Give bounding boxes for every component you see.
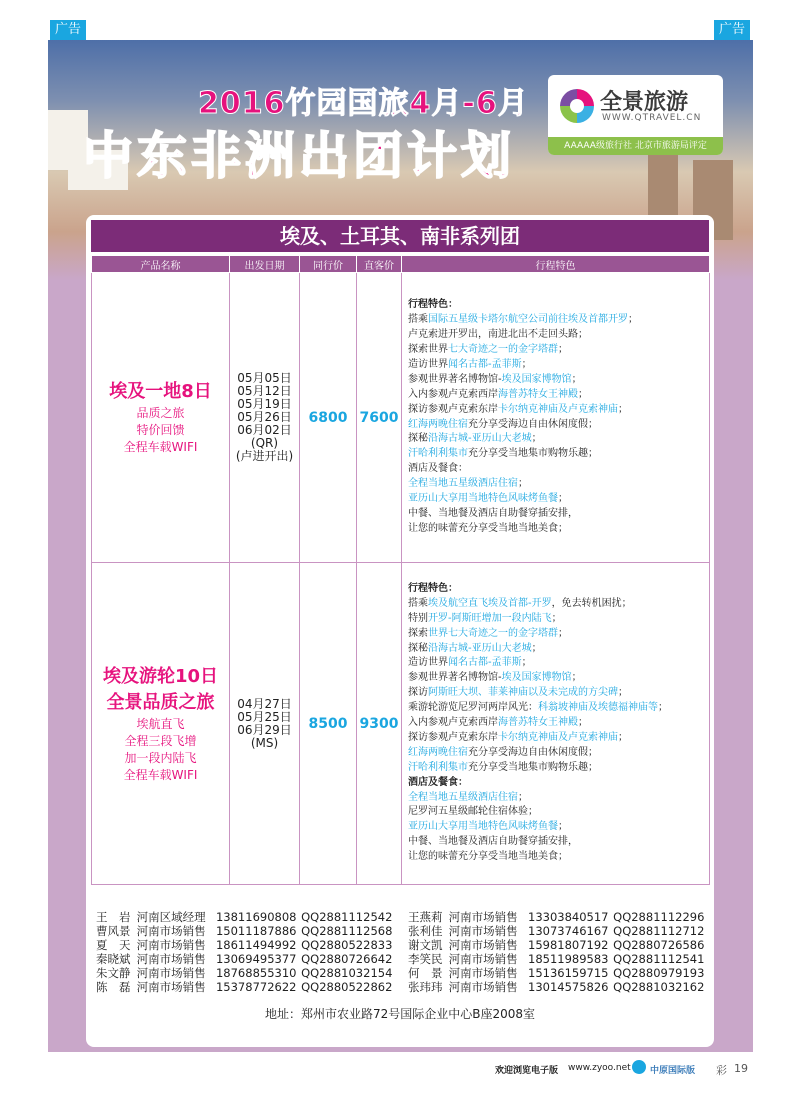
contact-field: 15981807192 bbox=[528, 938, 609, 952]
contact-field: 王 岩 bbox=[96, 910, 131, 924]
contact-field: 18611494992 bbox=[215, 938, 297, 952]
contact-field: 夏 天 bbox=[96, 938, 131, 952]
feature-text: 沿海古城-亚历山大老城 bbox=[428, 642, 532, 654]
date-item: 04月27日 bbox=[237, 696, 292, 711]
contact-field: 河南区域经理 bbox=[136, 910, 206, 924]
contact-field: 15136159715 bbox=[528, 966, 609, 980]
contact-row bbox=[96, 910, 706, 924]
contact-field: 河南市场销售 bbox=[448, 938, 518, 952]
table-row bbox=[92, 563, 710, 885]
feature-text: 埃及国家博物馆 bbox=[501, 672, 572, 684]
footer-welcome: 欢迎浏览电子版 bbox=[495, 1066, 559, 1076]
contact-row bbox=[96, 966, 706, 980]
contact-field: 河南市场销售 bbox=[136, 980, 206, 994]
feature-text: 海普苏特女王神殿 bbox=[498, 388, 578, 400]
feature-text: 让您的味蕾充分享受当地当地美食； bbox=[408, 522, 568, 534]
contact-field: QQ2880522862 bbox=[301, 980, 393, 994]
feature-text: 探秘 bbox=[408, 642, 428, 654]
contact-field: 13303840517 bbox=[528, 910, 609, 924]
product-table bbox=[91, 255, 710, 885]
feature-text: 红海两晚住宿 bbox=[408, 418, 468, 430]
feature-text: 埃及航空直飞埃及首都-开罗 bbox=[428, 597, 552, 609]
table-row bbox=[92, 273, 710, 563]
contact-row bbox=[96, 952, 706, 966]
feature-text: 行程特色： bbox=[408, 582, 458, 594]
contact-field: 18511989583 bbox=[528, 952, 609, 966]
feature-text: 科翁坡神庙及埃德福神庙等 bbox=[538, 702, 658, 714]
product-name-cell bbox=[92, 273, 230, 563]
product-name: 埃及游轮10日 bbox=[102, 665, 219, 687]
direct-price: 7600 bbox=[357, 273, 402, 563]
address: 地址：郑州市农业路72号国际企业中心B座2008室 bbox=[264, 1007, 536, 1021]
contact-field: 河南市场销售 bbox=[136, 966, 206, 980]
contact-field: 河南市场销售 bbox=[448, 952, 518, 966]
date-item: 05月19日 bbox=[237, 397, 292, 411]
ad-label-right: 广告 bbox=[714, 20, 750, 40]
feature-text: 国际五星级卡塔尔航空公司前往埃及首都开罗 bbox=[428, 314, 628, 326]
feature-text: ； bbox=[628, 314, 638, 326]
logo-rank: AAAAA级旅行社 北京市旅游局评定 bbox=[548, 137, 723, 155]
feature-text: 全程当地五星级酒店住宿 bbox=[408, 791, 518, 803]
title-main: 中东非洲出团计划 bbox=[83, 127, 515, 185]
contact-field: 谢文凯 bbox=[408, 938, 443, 952]
date-item: (MS) bbox=[250, 735, 279, 750]
contact-field: 13073746167 bbox=[528, 924, 609, 938]
feature-text: ； bbox=[558, 343, 568, 355]
agency-logo bbox=[548, 75, 723, 155]
feature-text: 充分享受当地集市购物乐趣； bbox=[468, 761, 598, 773]
feature-text: 探索 bbox=[408, 627, 428, 639]
feature-text: 亚历山大享用当地特色风味烤鱼餐 bbox=[408, 493, 558, 505]
feature-text: 特别 bbox=[408, 612, 428, 624]
feature-text: 入内参观卢克索西岸 bbox=[408, 717, 498, 729]
feature-text: 探秘 bbox=[408, 433, 428, 445]
logo-url: WWW.QTRAVEL.CN bbox=[602, 113, 702, 123]
contact-field: 河南市场销售 bbox=[136, 952, 206, 966]
contact-field: 河南市场销售 bbox=[136, 924, 206, 938]
contact-field: 河南市场销售 bbox=[136, 938, 206, 952]
feature-text: 开罗-阿斯旺增加一段内陆飞 bbox=[428, 612, 552, 624]
product-sub: 特价回馈 bbox=[136, 423, 185, 437]
feature-text: 行程特色： bbox=[408, 299, 458, 311]
contacts-list bbox=[96, 910, 706, 994]
date-item: 05月26日 bbox=[237, 410, 292, 424]
feature-text: 红海两晚住宿 bbox=[408, 746, 468, 758]
date-item: (卢进开出) bbox=[235, 449, 294, 463]
feature-text: ； bbox=[521, 358, 532, 370]
feature-text: 中餐、当地餐及酒店自助餐穿插安排， bbox=[408, 507, 578, 519]
contact-field: QQ2881112542 bbox=[301, 910, 393, 924]
col-peer-price: 同行价 bbox=[300, 256, 357, 273]
feature-text: ； bbox=[571, 373, 582, 385]
contact-field: 朱文静 bbox=[96, 966, 131, 980]
product-sub: 全程车载WIFI bbox=[123, 767, 198, 782]
feature-text: ，免去转机困扰； bbox=[551, 597, 632, 609]
feature-text: 尼罗河五星级邮轮住宿体验； bbox=[408, 806, 538, 818]
feature-text: 参观世界著名博物馆- bbox=[408, 373, 502, 385]
features-cell bbox=[402, 563, 710, 885]
feature-text: 充分享受海边自由休闲度假； bbox=[468, 418, 598, 430]
feature-text: 探访参观卢克索东岸 bbox=[408, 731, 498, 743]
feature-text: 七大奇迹之一的金字塔群 bbox=[448, 343, 558, 355]
title-top: 2016竹园国旅4月-6月 bbox=[198, 86, 529, 121]
feature-text: ； bbox=[558, 493, 568, 505]
feature-text: ； bbox=[521, 657, 532, 669]
contact-field: QQ2881032154 bbox=[301, 966, 393, 980]
feature-text: 全程当地五星级酒店住宿 bbox=[408, 478, 518, 490]
footer-url[interactable]: www.zyoo.net bbox=[568, 1063, 631, 1073]
feature-text: ； bbox=[558, 627, 568, 639]
contact-field: 曹风景 bbox=[96, 924, 131, 938]
feature-text: ； bbox=[578, 717, 588, 729]
feature-text: 探索世界 bbox=[408, 343, 448, 355]
departure-dates bbox=[230, 563, 300, 885]
logo-name: 全景旅游 bbox=[600, 90, 689, 115]
content-panel bbox=[86, 215, 714, 1047]
feature-text: ； bbox=[531, 433, 542, 445]
product-sub: 埃航直飞 bbox=[136, 716, 185, 731]
footer-edition: 中原国际版 bbox=[650, 1066, 696, 1076]
peer-price: 8500 bbox=[300, 563, 357, 885]
contact-field: QQ2881112568 bbox=[301, 924, 393, 938]
feature-text: 酒店及餐食： bbox=[408, 776, 468, 788]
contact-field: QQ2880726642 bbox=[301, 952, 393, 966]
feature-text: ； bbox=[618, 731, 628, 743]
feature-text: ； bbox=[558, 821, 568, 833]
contact-field: 陈 磊 bbox=[96, 980, 131, 994]
product-sub: 加一段内陆飞 bbox=[124, 750, 197, 765]
contact-field: 河南市场销售 bbox=[448, 910, 518, 924]
edition-logo-icon bbox=[632, 1060, 646, 1074]
feature-text: ； bbox=[658, 702, 668, 714]
feature-text: 参观世界著名博物馆- bbox=[408, 672, 502, 684]
contact-field: 张利佳 bbox=[408, 924, 443, 938]
feature-text: 探访参观卢克索东岸 bbox=[408, 403, 498, 415]
contact-field: 13811690808 bbox=[215, 910, 297, 924]
departure-dates bbox=[230, 273, 300, 563]
feature-text: 闻名古都-孟菲斯 bbox=[448, 657, 522, 669]
feature-text: 让您的味蕾充分享受当地当地美食； bbox=[408, 851, 568, 863]
logo-icon bbox=[560, 89, 594, 123]
feature-text: 中餐、当地餐及酒店自助餐穿插安排， bbox=[408, 836, 578, 848]
feature-text: 海普苏特女王神殿 bbox=[498, 717, 578, 729]
feature-text: ； bbox=[618, 687, 628, 699]
contact-field: 李笑民 bbox=[408, 952, 443, 966]
feature-text: 卡尔纳克神庙及卢克索神庙 bbox=[498, 403, 618, 415]
feature-text: ； bbox=[518, 478, 528, 490]
peer-price: 6800 bbox=[300, 273, 357, 563]
feature-text: ； bbox=[531, 642, 542, 654]
feature-text: 沿海古城-亚历山大老城 bbox=[428, 433, 532, 445]
date-item: 05月05日 bbox=[237, 371, 292, 385]
feature-text: 搭乘 bbox=[408, 314, 428, 326]
feature-text: ； bbox=[571, 672, 582, 684]
footer-color: 彩 bbox=[716, 1064, 727, 1077]
contact-field: QQ2881032162 bbox=[613, 980, 705, 994]
feature-text: 搭乘 bbox=[408, 597, 428, 609]
feature-text: 卢克索进开罗出，南进北出不走回头路； bbox=[408, 329, 588, 341]
series-title: 埃及、土耳其、南非系列团 bbox=[91, 220, 709, 252]
contact-field: 河南市场销售 bbox=[448, 966, 518, 980]
contact-field: QQ2881112296 bbox=[613, 910, 705, 924]
feature-text: 闻名古都-孟菲斯 bbox=[448, 358, 522, 370]
contact-field: 河南市场销售 bbox=[448, 980, 518, 994]
contact-field: QQ2881112541 bbox=[613, 952, 705, 966]
contact-field: 15378772622 bbox=[215, 980, 297, 994]
table-header-row bbox=[92, 256, 710, 273]
feature-text: 亚历山大享用当地特色风味烤鱼餐 bbox=[408, 821, 558, 833]
feature-text: 世界七大奇迹之一的金字塔群 bbox=[428, 627, 558, 639]
advert-frame bbox=[48, 40, 753, 1052]
feature-text: 造访世界 bbox=[408, 657, 448, 669]
feature-text: 阿斯旺大坝、菲莱神庙以及未完成的方尖碑 bbox=[428, 687, 618, 699]
feature-text: 汗哈利利集市 bbox=[408, 448, 468, 460]
product-name-2: 全景品质之旅 bbox=[106, 691, 215, 713]
feature-text: ； bbox=[578, 388, 588, 400]
features-cell bbox=[402, 273, 710, 563]
date-item: 06月29日 bbox=[237, 722, 292, 737]
contact-field: 13069495377 bbox=[215, 952, 297, 966]
product-sub: 品质之旅 bbox=[136, 406, 185, 420]
contact-field: QQ2880979193 bbox=[613, 966, 705, 980]
feature-text: 卡尔纳克神庙及卢克索神庙 bbox=[498, 731, 618, 743]
date-item: (QR) bbox=[250, 436, 279, 450]
feature-text: 充分享受海边自由休闲度假； bbox=[468, 746, 598, 758]
feature-text: ； bbox=[518, 791, 528, 803]
feature-text: 入内参观卢克索西岸 bbox=[408, 388, 498, 400]
contact-row bbox=[96, 980, 706, 994]
contact-field: 秦晓斌 bbox=[96, 952, 131, 966]
date-item: 06月02日 bbox=[237, 423, 292, 437]
contact-field: 何 景 bbox=[408, 966, 443, 980]
product-name-cell bbox=[92, 563, 230, 885]
col-product: 产品名称 bbox=[92, 256, 230, 273]
col-features: 行程特色 bbox=[402, 256, 710, 273]
contact-field: QQ2881112712 bbox=[613, 924, 705, 938]
feature-text: 埃及国家博物馆 bbox=[501, 373, 572, 385]
contact-field: 15011187886 bbox=[215, 924, 297, 938]
page-footer bbox=[0, 1058, 760, 1082]
page-number: 19 bbox=[734, 1062, 748, 1075]
contact-field: 张玮玮 bbox=[408, 980, 443, 994]
contact-field: 王燕莉 bbox=[408, 910, 443, 924]
ad-label-left: 广告 bbox=[50, 20, 86, 40]
date-item: 05月12日 bbox=[237, 384, 292, 398]
contact-field: QQ2880522833 bbox=[301, 938, 393, 952]
col-direct-price: 直客价 bbox=[357, 256, 402, 273]
contact-field: 河南市场销售 bbox=[448, 924, 518, 938]
direct-price: 9300 bbox=[357, 563, 402, 885]
date-item: 05月25日 bbox=[237, 709, 292, 724]
product-name: 埃及一地8日 bbox=[109, 381, 212, 402]
feature-text: ； bbox=[618, 403, 628, 415]
contact-field: QQ2880726586 bbox=[613, 938, 705, 952]
feature-text: 汗哈利利集市 bbox=[408, 761, 468, 773]
col-date: 出发日期 bbox=[230, 256, 300, 273]
feature-text: 酒店及餐食： bbox=[408, 463, 468, 475]
contact-row bbox=[96, 924, 706, 938]
contact-row bbox=[96, 938, 706, 952]
feature-text: 充分享受当地集市购物乐趣； bbox=[468, 448, 598, 460]
feature-text: ； bbox=[551, 612, 562, 624]
feature-text: 探访 bbox=[408, 687, 428, 699]
feature-text: 造访世界 bbox=[408, 358, 448, 370]
contact-field: 13014575826 bbox=[528, 980, 609, 994]
product-sub: 全程车载WIFI bbox=[123, 440, 198, 454]
feature-text: 乘游轮游览尼罗河两岸风光： bbox=[408, 702, 538, 714]
contact-field: 18768855310 bbox=[215, 966, 297, 980]
product-sub: 全程三段飞增 bbox=[124, 733, 197, 748]
